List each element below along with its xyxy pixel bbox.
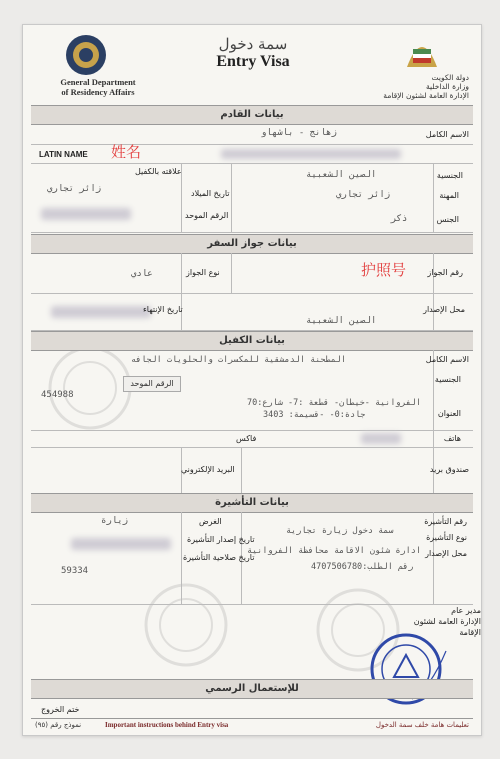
gender-value: ذكر: [391, 214, 408, 224]
passport-issue-place-value: الصين الشعبية: [306, 316, 377, 326]
redacted-expiry: [51, 306, 151, 318]
arrival-fullname-value: زهانج - باشهاو: [261, 128, 337, 138]
sponsor-address-line2: جادة:0- -قسيمة: 3403: [263, 410, 366, 420]
arrival-fullname-row: [31, 124, 473, 145]
passport-row-2: [31, 294, 473, 331]
visa-serial-value: 59334: [61, 566, 89, 576]
kuwait-emblem-icon: [401, 33, 443, 73]
section-sponsor: بيانات الكفيل: [31, 331, 473, 351]
instructions-en: Important instructions behind Entry visa: [105, 721, 229, 729]
pobox-label: صندوق بريد: [429, 465, 469, 474]
name-annotation: 姓名: [111, 143, 142, 161]
visa-document: [22, 24, 482, 736]
nationality-value: الصين الشعبية: [306, 170, 377, 180]
sponsor-uid-value: 454988: [41, 390, 74, 400]
relation-label: علاقته بالكفيل: [135, 167, 182, 176]
email-label: البريد الإلكتروني: [181, 465, 235, 474]
section-passport: بيانات جواز السفر: [31, 234, 473, 254]
redacted-issue-date: [71, 538, 171, 550]
visa-type-value: سمة دخول زيارة تجارية: [286, 526, 394, 536]
sponsor-fullname-value: المطحنة الدمشقية للمكسرات والحلويات الجافه: [131, 355, 346, 365]
passport-number-label: رقم الجواز: [427, 268, 463, 277]
visa-issue-date-label: تاريخ إصدار التأشيرة: [187, 535, 255, 544]
section-official: للإستعمال الرسمي: [31, 679, 473, 699]
passport-row-1: [31, 253, 473, 294]
gender-label: الجنس: [436, 215, 459, 224]
nationality-label: الجنسية: [436, 171, 463, 180]
document-header: [23, 25, 481, 103]
residency-dept-logo-icon: [63, 33, 109, 77]
arrival-fullname-label: الاسم الكامل: [425, 130, 469, 139]
sponsor-address-line1: الفروانية -خيطان- قطعة :7- شارع:70: [247, 398, 422, 408]
profession-value: زائر تجاري: [336, 190, 391, 200]
passport-issue-place-label: محل الإصدار: [423, 305, 465, 314]
redacted-latin-name: [221, 149, 401, 159]
official-row: [31, 698, 473, 719]
latin-name-label: LATIN NAME: [39, 150, 88, 159]
birth-date-label: تاريخ الميلاد: [191, 189, 230, 198]
form-number: نموذج رقم (٩٥): [35, 721, 82, 729]
sponsor-address-label: العنوان: [437, 409, 461, 418]
latin-name-row: [31, 145, 473, 164]
visa-block: [31, 512, 473, 605]
passport-annotation: 护照号: [361, 261, 407, 279]
section-arrival: بيانات القادم: [31, 105, 473, 125]
phone-label: هاتف: [443, 434, 461, 443]
redacted-arrival-uid: [41, 208, 131, 220]
profession-label: المهنة: [439, 191, 459, 200]
sponsor-fullname-label: الاسم الكامل: [425, 355, 469, 364]
visa-purpose-label: الغرض: [199, 517, 222, 526]
passport-type-value: عادي: [131, 269, 153, 279]
relation-value: زائر تجاري: [47, 184, 102, 194]
arrival-details-block: [31, 164, 473, 233]
director-signature-text: مدير عام الإدارة العامة لشئون الإقامة: [413, 606, 481, 637]
instructions-ar: تعليمات هامة خلف سمة الدخول: [375, 721, 469, 729]
visa-type-label: نوع التأشيرة: [426, 533, 467, 542]
ministry-name-ar: دولة الكويت وزارة الداخلية الإدارة العامة لشئون الإقامة: [383, 73, 469, 100]
expiry-label: تاريخ الإنتهاء: [143, 305, 183, 314]
redacted-phone: [361, 433, 401, 444]
sponsor-uid-label: الرقم الموحد: [123, 376, 181, 392]
arrival-uid-label: الرقم الموحد: [185, 211, 229, 220]
sponsor-block: [31, 350, 473, 431]
visa-request-number: رقم الطلب:4707506780: [311, 562, 414, 572]
visa-validity-label: تاريخ صلاحية التأشيرة: [183, 553, 255, 562]
visa-purpose-value: زيارة: [101, 516, 129, 526]
exit-stamp-label: ختم الخروج: [41, 705, 80, 714]
visa-number-label: رقم التأشيرة: [424, 517, 467, 526]
passport-type-label: نوع الجواز: [186, 268, 220, 277]
dept-name-en: General Department of Residency Affairs: [60, 77, 136, 97]
visa-issue-place-label: محل الإصدار: [425, 549, 467, 558]
section-visa: بيانات التأشيرة: [31, 493, 473, 513]
sponsor-phone-row: [31, 431, 473, 448]
fax-label: فاكس: [236, 434, 257, 443]
visa-issue-place-value: ادارة شئون الاقامة محافظة الفروانية: [247, 546, 421, 556]
sponsor-nationality-label: الجنسية: [434, 375, 461, 384]
document-title: سمة دخول Entry Visa: [216, 35, 290, 70]
